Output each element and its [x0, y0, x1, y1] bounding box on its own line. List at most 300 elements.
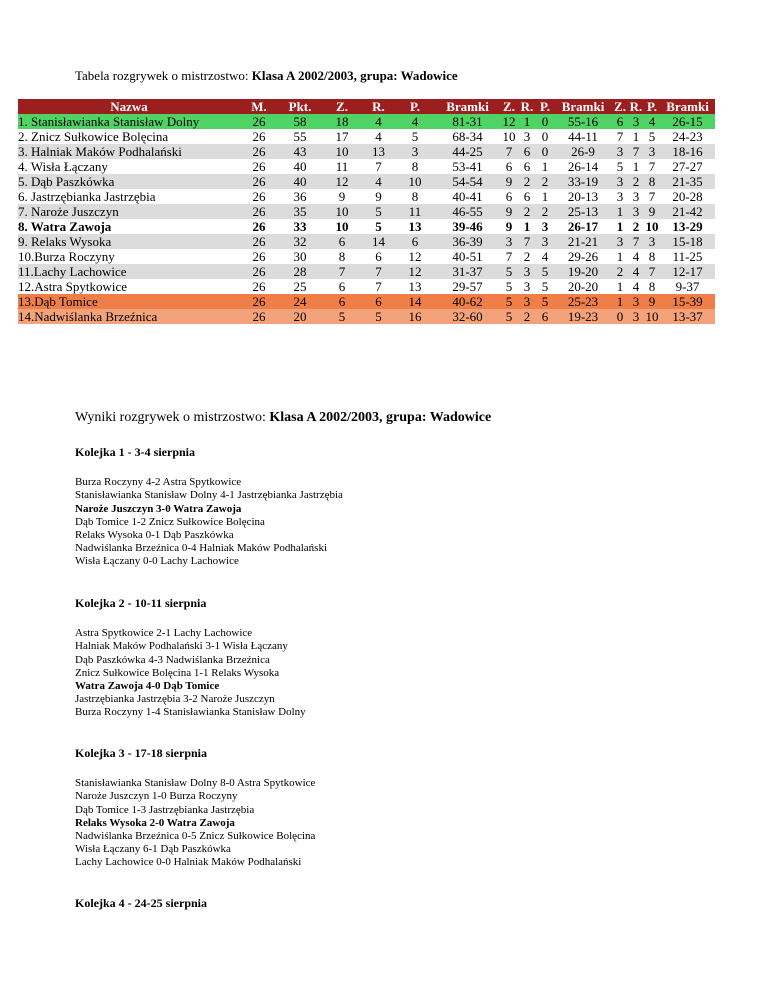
stat-cell: 10 — [322, 144, 362, 159]
stat-cell: 11-25 — [672, 249, 703, 264]
team-name: Dąb Tomice — [34, 294, 98, 309]
stat-cell: 5 — [322, 309, 362, 324]
stat-cell: 26-15 — [660, 114, 715, 129]
stat-cell: 2 — [628, 174, 644, 189]
stat-cell: 27-27 — [672, 159, 703, 174]
match-result: Naroże Juszczyn 3-0 Watra Zawoja — [75, 502, 242, 515]
stat-cell: 2 — [536, 204, 554, 219]
table-row — [18, 204, 715, 219]
stat-cell: 12 — [408, 249, 422, 264]
table-row — [18, 234, 715, 249]
stat-cell: 3 — [644, 144, 660, 159]
match-result: Dąb Paszkówka 4-3 Nadwiślanka Brzeźnica — [75, 653, 270, 666]
round-title: Kolejka 1 - 3-4 sierpnia — [75, 445, 195, 459]
stat-cell: 5 — [411, 129, 419, 144]
stat-cell: 6 — [612, 114, 628, 129]
standings-header-row — [18, 99, 715, 114]
stat-cell: 3 — [628, 309, 644, 324]
stat-cell: 5 — [500, 294, 518, 309]
match-result: Znicz Sułkowice Bolęcina 1-1 Relaks Wysoka — [75, 666, 280, 679]
table-row — [18, 159, 715, 174]
match-result: Astra Spytkowice 2-1 Lachy Lachowice — [75, 627, 253, 640]
stat-cell: 25-13 — [554, 204, 612, 219]
match-result: Burza Roczyny 4-2 Astra Spytkowice — [75, 476, 242, 489]
stat-cell: 10 — [502, 129, 516, 144]
stat-cell: 7 — [500, 144, 518, 159]
stat-cell: 25 — [293, 279, 307, 294]
stat-cell: 10 — [645, 219, 659, 234]
stat-cell: 26 — [252, 189, 266, 204]
stat-cell: 24 — [278, 294, 322, 309]
match-result: Dąb Tomice 1-2 Znicz Sułkowice Bolęcina — [75, 515, 265, 528]
stat-cell: 2 — [518, 309, 536, 324]
stat-cell: 18-16 — [660, 144, 715, 159]
team-position: 2. — [18, 129, 28, 144]
stat-cell: 40 — [278, 174, 322, 189]
stat-cell: 13 — [408, 219, 422, 234]
stat-cell: 3 — [632, 189, 640, 204]
stat-cell: 9 — [644, 204, 660, 219]
stat-cell: 1 — [616, 219, 624, 234]
stat-cell: 4 — [362, 174, 395, 189]
stat-cell: 6 — [362, 294, 395, 309]
stat-cell: 2 — [632, 219, 640, 234]
stat-cell: 6 — [523, 189, 531, 204]
stat-cell: 5 — [541, 279, 549, 294]
match-result: Stanisławianka Stanisław Dolny 8-0 Astra Spytkowice — [75, 777, 316, 790]
stat-cell: 6 — [523, 159, 531, 174]
stat-cell: 68-34 — [452, 129, 483, 144]
team-name: Relaks Wysoka — [31, 234, 112, 249]
stat-cell: 58 — [278, 114, 322, 129]
stat-cell: 44-11 — [568, 129, 598, 144]
stat-cell: 12 — [395, 264, 435, 279]
table-row — [18, 129, 715, 144]
team-position: 14. — [18, 309, 35, 324]
stat-cell: 1 — [612, 294, 628, 309]
team-cell — [18, 219, 240, 234]
match-result: Relaks Wysoka 2-0 Watra Zawoja — [75, 816, 235, 829]
stat-cell: 35 — [278, 204, 322, 219]
stat-cell: 7 — [505, 249, 513, 264]
stat-cell: 17 — [335, 129, 349, 144]
stat-cell: 24-23 — [672, 129, 703, 144]
results-title-competition: Klasa A 2002/2003, grupa: Wadowice — [269, 410, 492, 425]
stat-cell: 28 — [278, 264, 322, 279]
stat-cell: 8 — [644, 174, 660, 189]
stat-cell: 7 — [518, 234, 536, 249]
column-header: Z. — [336, 99, 348, 114]
column-header: Bramki — [561, 99, 605, 114]
stat-cell: 19-23 — [554, 309, 612, 324]
stat-cell: 31-37 — [435, 264, 500, 279]
team-position: 11. — [18, 264, 34, 279]
stat-cell: 3 — [628, 294, 644, 309]
stat-cell: 39-46 — [452, 219, 483, 234]
table-row — [18, 144, 715, 159]
team-cell — [18, 144, 240, 159]
team-cell — [18, 129, 240, 144]
match-result: Burza Roczyny 1-4 Stanisławianka Stanisław Dolny — [75, 706, 306, 719]
match-result: Stanisławianka Stanisław Dolny 4-1 Jastrzębianka Jastrzębia — [75, 489, 343, 502]
stat-cell: 5 — [536, 294, 554, 309]
stat-cell: 5 — [500, 264, 518, 279]
stat-cell: 55-16 — [554, 114, 612, 129]
stat-cell: 26 — [252, 279, 266, 294]
stat-cell: 15-39 — [660, 294, 715, 309]
team-cell — [18, 264, 240, 279]
stat-cell: 21-42 — [660, 204, 715, 219]
stat-cell: 10 — [395, 174, 435, 189]
stat-cell: 4 — [395, 114, 435, 129]
stat-cell: 14 — [395, 294, 435, 309]
stat-cell: 13 — [408, 279, 422, 294]
stat-cell: 12 — [322, 174, 362, 189]
team-name: Dąb Paszkówka — [31, 174, 115, 189]
stat-cell: 8 — [648, 279, 656, 294]
column-header: Bramki — [446, 99, 489, 114]
stat-cell: 12-17 — [660, 264, 715, 279]
match-result: Wisła Łączany 6-1 Dąb Paszkówka — [75, 843, 231, 856]
stat-cell: 0 — [536, 144, 554, 159]
column-header: Z. — [614, 99, 626, 114]
stat-cell: 6 — [395, 234, 435, 249]
stat-cell: 46-55 — [435, 204, 500, 219]
column-header: P. — [647, 99, 657, 114]
team-name: Lachy Lachowice — [33, 264, 127, 279]
team-cell — [18, 309, 240, 324]
stat-cell: 1 — [612, 204, 628, 219]
team-name: Jastrzębianka Jastrzębia — [31, 189, 156, 204]
stat-cell: 3 — [616, 189, 624, 204]
stat-cell: 26 — [252, 129, 266, 144]
stat-cell: 19-20 — [554, 264, 612, 279]
round-section — [75, 446, 343, 569]
stat-cell: 26 — [252, 159, 266, 174]
stat-cell: 40-41 — [452, 189, 483, 204]
stat-cell: 2 — [518, 204, 536, 219]
table-row — [18, 174, 715, 189]
stat-cell: 29-57 — [452, 279, 483, 294]
stat-cell: 13 — [362, 144, 395, 159]
team-cell — [18, 234, 240, 249]
stat-cell: 6 — [375, 249, 382, 264]
standings-table — [18, 99, 715, 324]
stat-cell: 2 — [523, 249, 531, 264]
stat-cell: 20-13 — [567, 189, 599, 204]
stat-cell: 7 — [628, 144, 644, 159]
stat-cell: 26 — [240, 144, 278, 159]
stat-cell: 13-29 — [672, 219, 703, 234]
stat-cell: 9 — [505, 219, 513, 234]
stat-cell: 26 — [240, 309, 278, 324]
team-position: 7. — [18, 204, 28, 219]
column-header: R. — [372, 99, 385, 114]
column-header: Bramki — [666, 99, 709, 114]
column-header: R. — [629, 99, 643, 114]
match-result: Watra Zawoja 4-0 Dąb Tomice — [75, 680, 220, 693]
stat-cell: 5 — [375, 219, 382, 234]
stat-cell: 10 — [335, 219, 349, 234]
team-name: Burza Roczyny — [34, 249, 115, 264]
stat-cell: 3 — [518, 294, 536, 309]
stat-cell: 15-18 — [660, 234, 715, 249]
stat-cell: 8 — [338, 249, 346, 264]
stat-cell: 26 — [240, 174, 278, 189]
stat-cell: 1 — [541, 159, 549, 174]
stat-cell: 6 — [322, 294, 362, 309]
team-position: 4. — [18, 159, 28, 174]
stat-cell: 36-39 — [435, 234, 500, 249]
column-header: R. — [520, 99, 534, 114]
stat-cell: 21-35 — [660, 174, 715, 189]
stat-cell: 26 — [252, 249, 266, 264]
stat-cell: 3 — [612, 144, 628, 159]
stat-cell: 81-31 — [435, 114, 500, 129]
stat-cell: 13-37 — [660, 309, 715, 324]
team-name: Nadwiślanka Brzeźnica — [34, 309, 158, 324]
stat-cell: 53-41 — [452, 159, 483, 174]
stat-cell: 1 — [616, 249, 624, 264]
stat-cell: 5 — [505, 279, 513, 294]
standings-title-competition: Klasa A 2002/2003, grupa: Wadowice — [251, 68, 458, 83]
table-row — [18, 114, 715, 129]
stat-cell: 9 — [644, 294, 660, 309]
stat-cell: 44-25 — [435, 144, 500, 159]
round-title: Kolejka 4 - 24-25 sierpnia — [75, 896, 207, 910]
stat-cell: 8 — [411, 159, 419, 174]
stat-cell: 20 — [278, 309, 322, 324]
stat-cell: 6 — [338, 279, 346, 294]
stat-cell: 7 — [322, 264, 362, 279]
stat-cell: 4 — [644, 114, 660, 129]
table-row — [18, 294, 715, 309]
stat-cell: 3 — [395, 144, 435, 159]
stat-cell: 4 — [541, 249, 549, 264]
stat-cell: 3 — [523, 129, 531, 144]
stat-cell: 11 — [335, 159, 349, 174]
stat-cell: 8 — [411, 189, 419, 204]
team-cell — [18, 114, 240, 129]
standings-body — [18, 114, 715, 324]
results-title — [75, 410, 491, 426]
stat-cell: 36 — [293, 189, 307, 204]
stat-cell: 7 — [648, 159, 656, 174]
stat-cell: 43 — [278, 144, 322, 159]
team-position: 8. — [18, 219, 28, 234]
stat-cell: 2 — [612, 264, 628, 279]
stat-cell: 6 — [536, 309, 554, 324]
stat-cell: 1 — [632, 159, 640, 174]
stat-cell: 7 — [628, 234, 644, 249]
stat-cell: 4 — [632, 279, 640, 294]
match-result: Relaks Wysoka 0-1 Dąb Paszkówka — [75, 529, 234, 542]
team-name: Znicz Sułkowice Bolęcina — [31, 129, 169, 144]
stat-cell: 32 — [278, 234, 322, 249]
match-result: Nadwiślanka Brzeźnica 0-5 Znicz Sułkowice Bolęcina — [75, 830, 316, 843]
team-position: 10. — [18, 249, 35, 264]
match-result: Halniak Maków Podhalański 3-1 Wisła Łączany — [75, 640, 288, 653]
stat-cell: 21-21 — [554, 234, 612, 249]
stat-cell: 6 — [505, 189, 513, 204]
stat-cell: 26 — [240, 234, 278, 249]
stat-cell: 33 — [293, 219, 307, 234]
team-cell — [18, 294, 240, 309]
stat-cell: 20-20 — [567, 279, 599, 294]
standings-title — [75, 68, 458, 84]
stat-cell: 12 — [500, 114, 518, 129]
stat-cell: 26 — [240, 114, 278, 129]
column-header: P. — [410, 99, 420, 114]
match-result: Jastrzębianka Jastrzębia 3-2 Naroże Juszczyn — [75, 693, 275, 706]
match-result: Dąb Tomice 1-3 Jastrzębianka Jastrzębia — [75, 803, 255, 816]
match-result: Wisła Łączany 0-0 Lachy Lachowice — [75, 555, 239, 568]
stat-cell: 7 — [375, 159, 382, 174]
standings-title-prefix: Tabela rozgrywek o mistrzostwo: — [75, 68, 249, 83]
stat-cell: 6 — [505, 159, 513, 174]
stat-cell: 1 — [523, 219, 531, 234]
stat-cell: 5 — [536, 264, 554, 279]
team-name: Astra Spytkowice — [34, 279, 128, 294]
stat-cell: 6 — [322, 234, 362, 249]
round-title: Kolejka 3 - 17-18 sierpnia — [75, 746, 207, 760]
stat-cell: 0 — [541, 129, 549, 144]
stat-cell: 1 — [518, 114, 536, 129]
stat-cell: 4 — [375, 129, 382, 144]
table-row — [18, 309, 715, 324]
stat-cell: 3 — [612, 234, 628, 249]
column-header: M. — [251, 99, 267, 114]
column-header: Pkt. — [288, 99, 312, 114]
stat-cell: 4 — [628, 264, 644, 279]
team-cell — [18, 174, 240, 189]
round-section — [75, 897, 207, 927]
team-cell — [18, 189, 240, 204]
stat-cell: 14 — [362, 234, 395, 249]
team-cell — [18, 159, 240, 174]
stat-cell: 3 — [541, 219, 549, 234]
stat-cell: 5 — [500, 309, 518, 324]
stat-cell: 29-26 — [567, 249, 599, 264]
stat-cell: 7 — [616, 129, 624, 144]
team-cell — [18, 279, 240, 294]
team-name: Naroże Juszczyn — [31, 204, 119, 219]
stat-cell: 40 — [293, 159, 307, 174]
stat-cell: 26 — [240, 264, 278, 279]
stat-cell: 7 — [648, 189, 656, 204]
stat-cell: 26-9 — [554, 144, 612, 159]
stat-cell: 40-51 — [452, 249, 483, 264]
column-header: Z. — [503, 99, 515, 114]
stat-cell: 26 — [252, 219, 266, 234]
team-position: 5. — [18, 174, 28, 189]
table-row — [18, 189, 715, 204]
team-name: Stanisławianka Stanisław Dolny — [31, 114, 200, 129]
stat-cell: 7 — [375, 279, 382, 294]
stat-cell: 3 — [612, 174, 628, 189]
round-title: Kolejka 2 - 10-11 sierpnia — [75, 596, 207, 610]
team-position: 6. — [18, 189, 28, 204]
round-section — [75, 597, 306, 720]
stat-cell: 3 — [523, 279, 531, 294]
stat-cell: 3 — [628, 204, 644, 219]
team-position: 3. — [18, 144, 28, 159]
match-result: Naroże Juszczyn 1-0 Burza Roczyny — [75, 790, 238, 803]
stat-cell: 1 — [632, 129, 640, 144]
stat-cell: 1 — [541, 189, 549, 204]
stat-cell: 3 — [536, 234, 554, 249]
team-position: 12. — [18, 279, 35, 294]
stat-cell: 54-54 — [435, 174, 500, 189]
stat-cell: 4 — [632, 249, 640, 264]
stat-cell: 9-37 — [675, 279, 700, 294]
table-row — [18, 249, 715, 264]
stat-cell: 11 — [395, 204, 435, 219]
stat-cell: 0 — [612, 309, 628, 324]
stat-cell: 16 — [395, 309, 435, 324]
team-name: Wisła Łączany — [30, 159, 108, 174]
stat-cell: 4 — [362, 114, 395, 129]
team-position: 1. — [18, 114, 28, 129]
team-name: Watra Zawoja — [30, 219, 112, 234]
team-name: Halniak Maków Podhalański — [31, 144, 182, 159]
stat-cell: 8 — [648, 249, 656, 264]
stat-cell: 10 — [645, 309, 659, 324]
stat-cell: 5 — [362, 309, 395, 324]
team-cell — [18, 204, 240, 219]
match-result: Lachy Lachowice 0-0 Halniak Maków Podhalański — [75, 856, 302, 869]
stat-cell: 25-23 — [554, 294, 612, 309]
stat-cell: 5 — [648, 129, 656, 144]
team-position: 13. — [18, 294, 35, 309]
stat-cell: 6 — [518, 144, 536, 159]
stat-cell: 7 — [362, 264, 395, 279]
stat-cell: 1 — [616, 279, 624, 294]
stat-cell: 26-14 — [567, 159, 599, 174]
team-cell — [18, 249, 240, 264]
stat-cell: 40-62 — [435, 294, 500, 309]
stat-cell: 9 — [500, 174, 518, 189]
stat-cell: 7 — [644, 264, 660, 279]
stat-cell: 20-28 — [672, 189, 703, 204]
team-position: 9. — [18, 234, 28, 249]
stat-cell: 9 — [500, 204, 518, 219]
stat-cell: 9 — [338, 189, 346, 204]
table-row — [18, 279, 715, 294]
stat-cell: 10 — [322, 204, 362, 219]
column-header: Nazwa — [110, 99, 148, 114]
stat-cell: 5 — [616, 159, 624, 174]
stat-cell: 26 — [240, 204, 278, 219]
stat-cell: 30 — [293, 249, 307, 264]
stat-cell: 9 — [375, 189, 382, 204]
stat-cell: 33-19 — [554, 174, 612, 189]
stat-cell: 0 — [536, 114, 554, 129]
round-section — [75, 747, 315, 870]
stat-cell: 32-60 — [435, 309, 500, 324]
stat-cell: 3 — [500, 234, 518, 249]
stat-cell: 3 — [518, 264, 536, 279]
stat-cell: 26 — [240, 294, 278, 309]
stat-cell: 18 — [322, 114, 362, 129]
stat-cell: 3 — [628, 114, 644, 129]
stat-cell: 26-17 — [567, 219, 599, 234]
results-title-prefix: Wyniki rozgrywek o mistrzostwo: — [75, 410, 266, 425]
match-result: Nadwiślanka Brzeźnica 0-4 Halniak Maków Podhalański — [75, 542, 328, 555]
stat-cell: 55 — [293, 129, 307, 144]
column-header: P. — [540, 99, 550, 114]
stat-cell: 2 — [518, 174, 536, 189]
